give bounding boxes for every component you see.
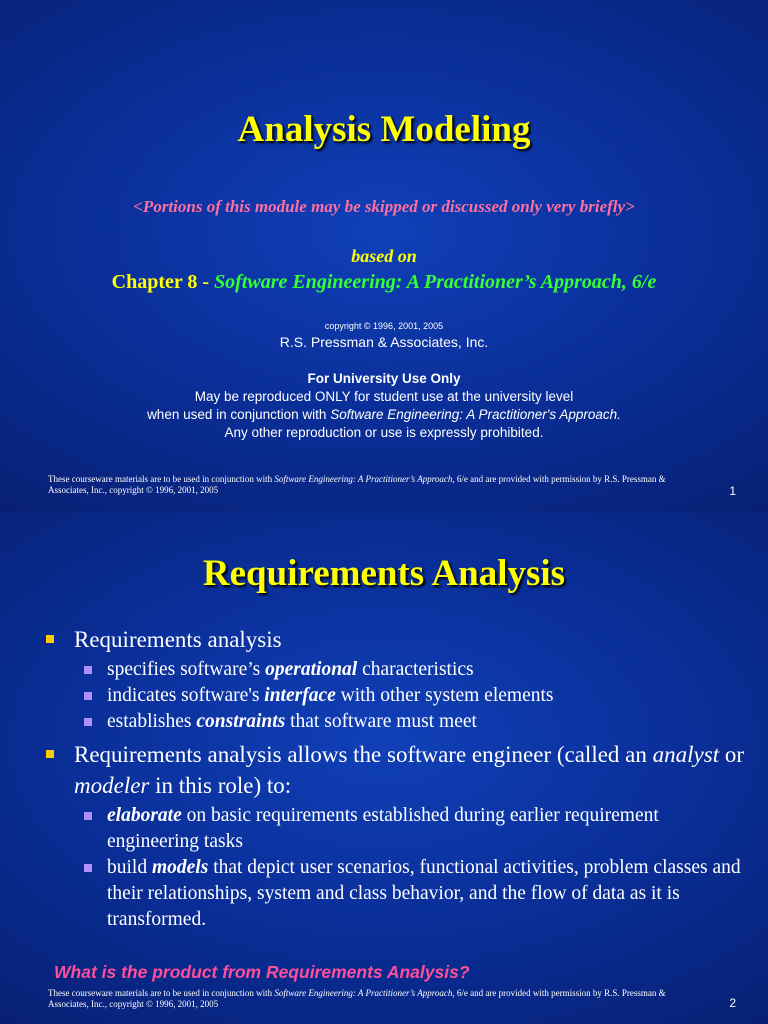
sub-bullet-text: build [107,857,152,878]
chapter-reference [100,270,668,295]
bullet-list [44,624,744,933]
chapter-prefix: Chapter 8 - [111,271,215,293]
university-line-2-book: Software Engineering: A Practitioner's Approach. [330,407,621,422]
square-bullet-icon [84,812,92,820]
square-bullet-icon [46,635,54,643]
sub-bullet-text: indicates software's [107,685,265,706]
sub-bullet-item [44,709,744,735]
university-line-2 [0,406,768,424]
footer-book: Software Engineering: A Practitioner’s Approach, [274,988,455,998]
footer [48,474,668,496]
emphasis: modeler [74,773,150,798]
book-title: Software Engineering: A Practitioner’s Approach, 6/e [214,271,657,293]
emphasis: operational [265,659,358,680]
square-bullet-icon [46,750,54,758]
module-note: <Portions of this module may be skipped or discussed only very briefly> [133,197,635,216]
bullet-text: in this role) to: [149,773,292,798]
page-number: 2 [729,996,736,1010]
sub-bullet-text: that depict user scenarios, functional activities, problem classes and their relationships, system and class behavior, and the flow of data as it is transformed. [107,857,741,930]
publisher: R.S. Pressman & Associates, Inc. [279,334,489,350]
footer-suffix: 6/e and are provided with permission by R.S. Pressman & Associates, Inc., copyright © 1996, 2001, 2005 [48,474,666,495]
footer-prefix: These courseware materials are to be used in conjunction with [48,988,275,998]
emphasis: elaborate [107,805,182,826]
bullet-text: Requirements analysis allows the software engineer (called an [74,742,653,767]
footer-prefix: These courseware materials are to be used in conjunction with [48,474,275,484]
sub-bullet-text: with other system elements [335,685,554,706]
square-bullet-icon [84,666,92,674]
footer-suffix: 6/e and are provided with permission by R.S. Pressman & Associates, Inc., copyright © 1996, 2001, 2005 [48,988,666,1009]
university-line-1: May be reproduced ONLY for student use at the university level [194,389,574,404]
slide-title: Requirements Analysis [202,553,566,594]
slide-2 [0,512,768,1024]
emphasis: analyst [652,742,720,767]
based-on-label: based on [351,246,417,266]
sub-bullet-text: establishes [107,711,197,732]
square-bullet-icon [84,692,92,700]
university-line-2-prefix: when used in conjunction with [147,407,331,422]
university-line-3: Any other reproduction or use is expressly prohibited. [224,425,544,440]
bullet-text: or [719,742,745,767]
sub-bullet-item [44,657,744,683]
footer [48,988,668,1010]
page-number: 1 [729,484,736,498]
bullet-item [44,624,744,655]
university-notice [0,370,768,442]
emphasis: interface [264,685,336,706]
bullet-item [44,739,744,801]
sub-bullet-text: specifies software’s [107,659,266,680]
sub-bullet-item [44,683,744,709]
question-callout: What is the product from Requirements Analysis? [54,962,470,982]
bullet-text: Requirements analysis [74,627,282,652]
slide-title: Analysis Modeling [237,109,531,150]
sub-bullet-text: characteristics [357,659,474,680]
emphasis: constraints [196,711,286,732]
sub-bullet-item [44,855,744,933]
university-heading: For University Use Only [307,371,461,386]
sub-bullet-item [44,803,744,855]
footer-book: Software Engineering: A Practitioner’s Approach, [274,474,455,484]
copyright: copyright © 1996, 2001, 2005 [324,321,444,331]
square-bullet-icon [84,718,92,726]
sub-bullet-text: on basic requirements established during earlier requirement engineering tasks [107,805,659,852]
emphasis: models [151,857,209,878]
square-bullet-icon [84,864,92,872]
sub-bullet-text: that software must meet [285,711,477,732]
